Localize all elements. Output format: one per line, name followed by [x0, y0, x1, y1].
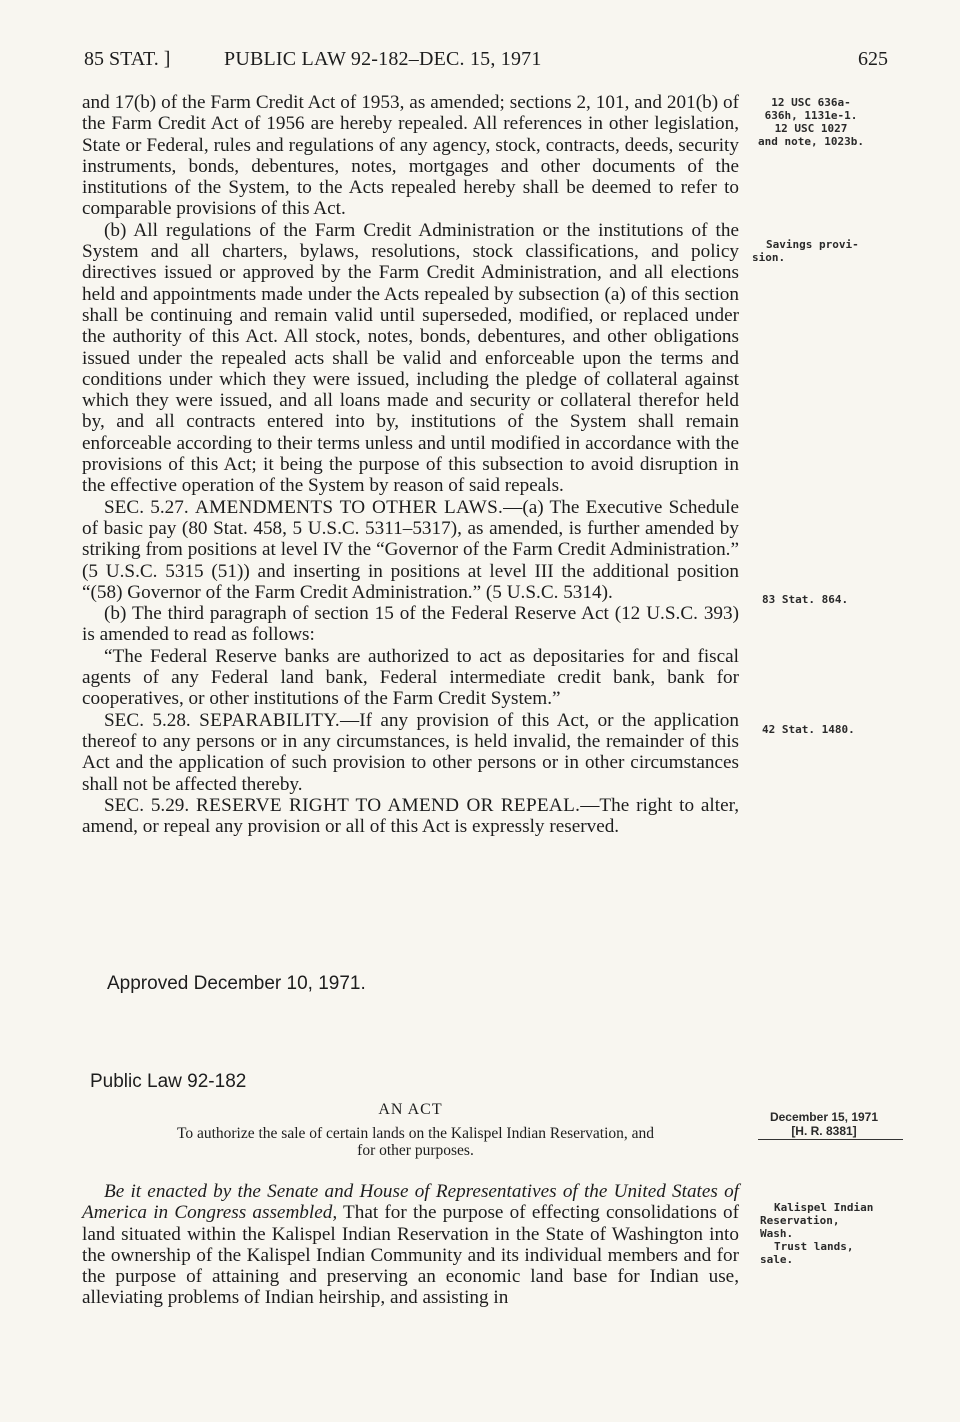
section-5-28: [82, 710, 739, 795]
margin-note-enactment-date: [758, 1110, 890, 1138]
section-text: —The right to alter, amend, or repeal any provision or all of this Act is expressly reserved.: [82, 794, 739, 838]
section-5-29: [82, 795, 739, 838]
margin-note-kalispel: [760, 1201, 890, 1266]
enacting-block: [82, 1181, 739, 1309]
section-heading: SEPARABILITY.: [199, 709, 341, 731]
margin-rule: [758, 1139, 903, 1140]
margin-line: 12 USC 1027: [774, 122, 848, 135]
margin-line: Trust lands,: [774, 1240, 854, 1253]
margin-line: December 15, 1971: [769, 1110, 879, 1124]
page-header: [84, 44, 888, 76]
margin-line: Reservation,: [760, 1214, 840, 1227]
section-text: —If any provision of this Act, or the application thereof to any persons or in any circumstances, is held invalid, the remainder of this Act and the application of such provision to other persons or in other circumstances shall not be affected thereby.: [82, 709, 739, 795]
purpose-line: To authorize the sale of certain lands on the Kalispel Indian Reservation, and: [176, 1125, 655, 1142]
margin-line: sion.: [752, 251, 786, 264]
enacting-body: That for the purpose of effecting consolidations of land situated within the Kalispel Indian Reservation in the State of Washington into the ownership of the Kalispel Indian Community and its individual members and for the purpose of attaining and preserving an economic land base for Indian use, alleviating problems of Indian heirship, and assisting in: [82, 1202, 740, 1309]
section-label: SEC. 5.28.: [104, 709, 191, 731]
running-title: PUBLIC LAW 92-182–DEC. 15, 1971: [224, 48, 542, 70]
section-5-27: [82, 497, 739, 603]
main-text-block: [82, 92, 739, 837]
margin-note-42-stat: 42 Stat. 1480.: [762, 723, 855, 736]
margin-note-savings: [752, 238, 872, 264]
section-text: —(a) The Executive Schedule of basic pay (80 Stat. 458, 5 U.S.C. 5311–5317), as amended, is further amended by striking from positions at level IV the “Governor of the Farm Credit Administration.” (5 U.S.C. 5315 (51)) and inserting in positions at level III the additional position “(58) Governor of the Farm Credit Administration.” (5 U.S.C. 5314).: [82, 496, 740, 603]
margin-note-usc: [752, 96, 870, 148]
margin-line: Savings provi-: [766, 238, 859, 251]
paragraph-savings: (b) All regulations of the Farm Credit Administration or the institutions of the System and all charters, bylaws, resolutions, stock classifications, and policy directives issued or approved by the Farm Credit Administration, and all elections held and appointments made under the Acts repealed by subsection (a) of this section shall be continuing and remain valid until superseded, modified, or replaced under the authority of this Act. All stock, notes, bonds, debentures, and other obligations issued under the repealed acts shall be valid and enforceable upon the terms and conditions under which they were issued, including the pledge of collateral against which they were issued, and all loans made and security or collateral therefor held by, and all contracts entered into by, institutions of the System shall remain enforceable according to their terms unless and until modified in accordance with the provisions of this Act; it being the purpose of this subsection to avoid disruption in the effective operation of the System by reason of said repeals.: [82, 219, 739, 497]
enacting-clause: Be it enacted by the Senate and House of Representatives of the United States of America in Congress assembled,: [82, 1181, 739, 1224]
margin-line: 12 USC 636a-: [771, 96, 851, 109]
margin-line: [H. R. 8381]: [791, 1124, 857, 1138]
section-label: SEC. 5.27.: [104, 496, 189, 518]
page-number: 625: [858, 48, 888, 70]
margin-line: sale.: [760, 1253, 794, 1266]
section-5-27-b: (b) The third paragraph of section 15 of the Federal Reserve Act (12 U.S.C. 393) is amended to read as follows:: [82, 603, 739, 646]
margin-line: and note, 1023b.: [758, 135, 864, 148]
act-purpose: [82, 1125, 749, 1159]
section-label: SEC. 5.29.: [104, 794, 190, 816]
margin-line: 636h, 1131e-1.: [764, 109, 858, 122]
purpose-line: for other purposes.: [357, 1142, 474, 1159]
margin-line: Wash.: [760, 1227, 794, 1240]
margin-line: Kalispel Indian: [774, 1201, 874, 1214]
public-law-title: Public Law 92-182: [90, 1071, 247, 1092]
margin-note-83-stat: 83 Stat. 864.: [762, 593, 849, 606]
approval-date: Approved December 10, 1971.: [107, 973, 366, 994]
quoted-provision: “The Federal Reserve banks are authorized to act as depositaries for and fiscal agents of any Federal land bank, Federal intermediate credit bank, bank for cooperatives, or other institutions of the Farm Credit System.”: [82, 645, 739, 710]
an-act-heading: AN ACT: [378, 1101, 443, 1118]
section-heading: RESERVE RIGHT TO AMEND OR REPEAL.: [196, 794, 581, 816]
section-heading: AMENDMENTS TO OTHER LAWS.: [194, 496, 504, 518]
enacting-paragraph: [82, 1181, 739, 1309]
stat-reference: 85 STAT. ]: [84, 48, 171, 70]
paragraph-repeal: and 17(b) of the Farm Credit Act of 1953, as amended; sections 2, 101, and 201(b) of the Farm Credit Act of 1956 are hereby repealed. All references in other legislation, State or Federal, rules and regulations of any agency, stock, contracts, deeds, security instruments, bonds, debentures, notes, mortgages and other documents of the institutions of the System, to the Acts repealed hereby shall be deemed to refer to comparable provisions of this Act.: [82, 92, 739, 220]
